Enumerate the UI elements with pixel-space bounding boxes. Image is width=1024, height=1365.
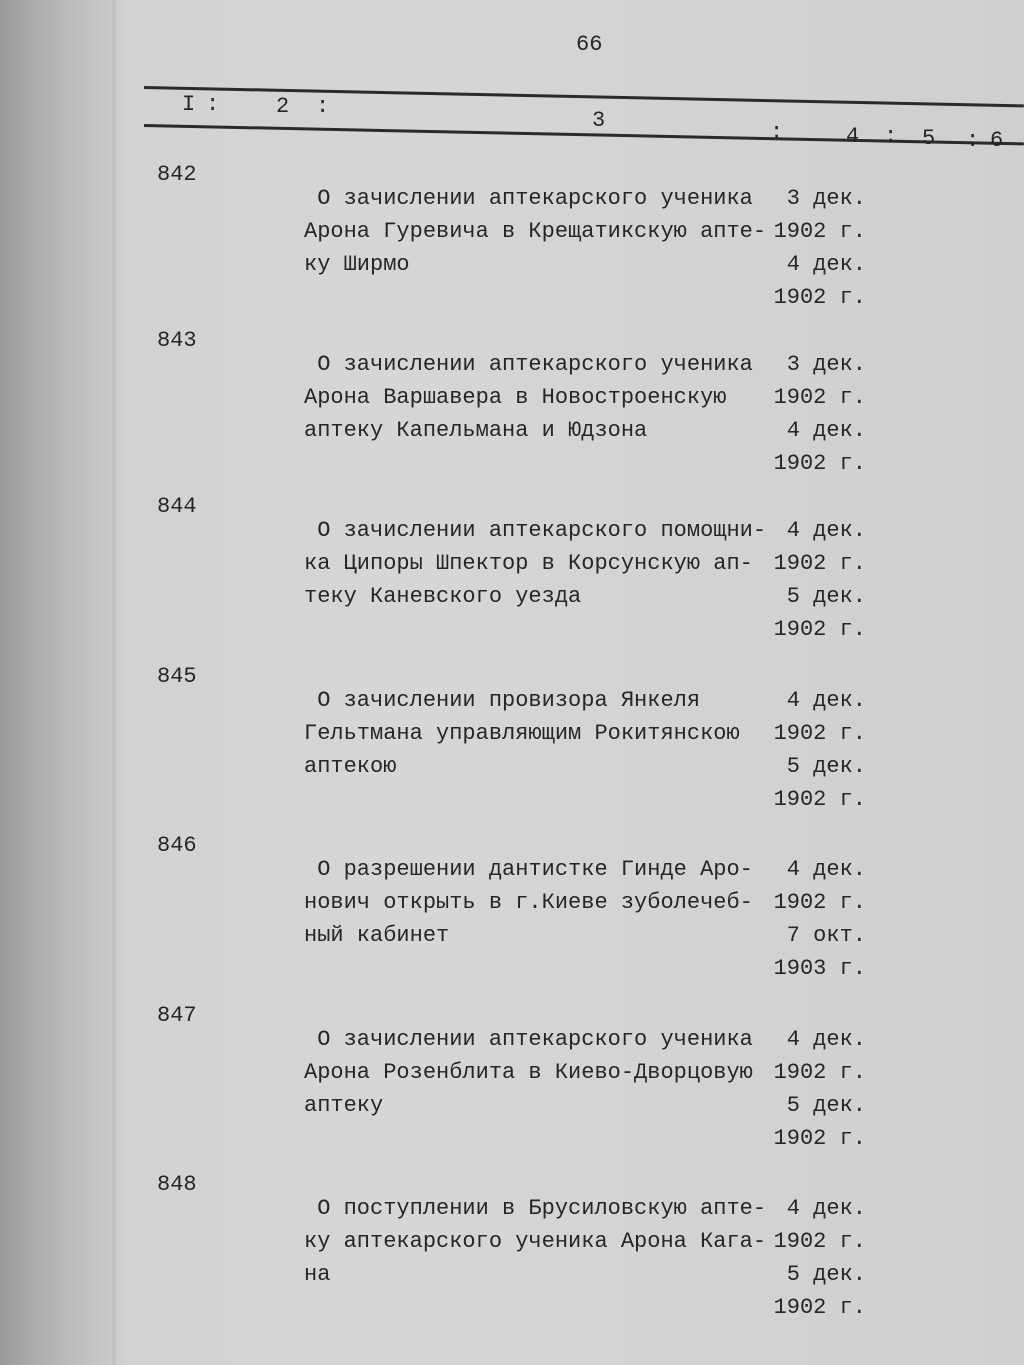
date-line: 4 дек.	[786, 1196, 866, 1221]
entry-number: 843	[157, 328, 197, 353]
date-line: 1903 г.	[773, 956, 866, 981]
description-line: ку Ширмо	[304, 252, 410, 277]
date-line: 5 дек.	[786, 584, 866, 609]
col-sep: :	[884, 124, 898, 149]
entry-number: 846	[157, 833, 197, 858]
description-line: Арона Варшавера в Новостроенскую	[304, 385, 727, 410]
col-3: 3	[592, 108, 606, 133]
entry-description	[304, 348, 753, 447]
entry-dates	[772, 182, 866, 314]
col-1: I	[182, 92, 196, 117]
entry-number: 844	[157, 494, 197, 519]
entry-dates	[772, 348, 866, 480]
date-line: 1902 г.	[773, 219, 866, 244]
date-line: 4 дек.	[786, 1027, 866, 1052]
date-line: 1902 г.	[773, 551, 866, 576]
entry-dates	[772, 1192, 866, 1324]
date-line: 5 дек.	[786, 1093, 866, 1118]
description-line: О зачислении провизора Янкеля	[304, 688, 701, 713]
description-line: Арона Гуревича в Крещатикскую апте-	[304, 219, 767, 244]
col-sep: :	[206, 92, 220, 117]
date-line: 5 дек.	[786, 1262, 866, 1287]
date-line: 4 дек.	[786, 418, 866, 443]
entry	[0, 664, 1024, 824]
description-line: аптеку Капельмана и Юдзона	[304, 418, 648, 443]
date-line: 1902 г.	[773, 1126, 866, 1151]
date-line: 1902 г.	[773, 285, 866, 310]
date-line: 1902 г.	[773, 721, 866, 746]
entry	[0, 162, 1024, 322]
entry-number: 842	[157, 162, 197, 187]
entry-dates	[772, 1023, 866, 1155]
col-4: 4	[846, 124, 860, 149]
date-line: 3 дек.	[786, 186, 866, 211]
description-line: аптеку	[304, 1093, 384, 1118]
entry-number: 848	[157, 1172, 197, 1197]
entry	[0, 833, 1024, 993]
col-2: 2	[276, 94, 290, 119]
date-line: 1902 г.	[773, 890, 866, 915]
date-line: 4 дек.	[786, 857, 866, 882]
entry	[0, 328, 1024, 488]
entry-dates	[772, 684, 866, 816]
col-6: 6	[990, 128, 1004, 153]
entry-description	[304, 684, 740, 783]
description-line: О зачислении аптекарского ученика	[304, 1027, 753, 1052]
date-line: 5 дек.	[786, 754, 866, 779]
description-line: Арона Розенблита в Киево-Дворцовую	[304, 1060, 753, 1085]
date-line: 4 дек.	[786, 688, 866, 713]
description-line: теку Каневского уезда	[304, 584, 582, 609]
page-number: 66	[576, 32, 603, 57]
description-line: ка Ципоры Шпектор в Корсунскую ап-	[304, 551, 753, 576]
entry	[0, 1172, 1024, 1332]
description-line: ку аптекарского ученика Арона Кага-	[304, 1229, 767, 1254]
col-sep: :	[966, 128, 980, 153]
date-line: 1902 г.	[773, 385, 866, 410]
entry-dates	[772, 514, 866, 646]
date-line: 4 дек.	[786, 518, 866, 543]
date-line: 4 дек.	[786, 252, 866, 277]
description-line: О зачислении аптекарского ученика	[304, 352, 753, 377]
description-line: О разрешении дантистке Гинде Аро-	[304, 857, 753, 882]
date-line: 7 окт.	[786, 923, 866, 948]
description-line: Гельтмана управляющим Рокитянскою	[304, 721, 740, 746]
col-5: 5	[922, 126, 936, 151]
description-line: аптекою	[304, 754, 397, 779]
description-line: О зачислении аптекарского ученика	[304, 186, 753, 211]
entry-number: 847	[157, 1003, 197, 1028]
date-line: 1902 г.	[773, 1295, 866, 1320]
col-sep: :	[770, 120, 784, 145]
entry	[0, 494, 1024, 654]
description-line: нович открыть в г.Киеве зуболечеб-	[304, 890, 753, 915]
col-sep: :	[316, 94, 330, 119]
entry-description	[304, 1023, 753, 1122]
date-line: 1902 г.	[773, 451, 866, 476]
date-line: 3 дек.	[786, 352, 866, 377]
entry-description	[304, 853, 753, 952]
entry	[0, 1003, 1024, 1163]
entry-description	[304, 182, 766, 281]
description-line: ный кабинет	[304, 923, 450, 948]
entry-number: 845	[157, 664, 197, 689]
entry-description	[304, 1192, 766, 1291]
date-line: 1902 г.	[773, 1229, 866, 1254]
description-line: на	[304, 1262, 331, 1287]
date-line: 1902 г.	[773, 787, 866, 812]
entry-dates	[772, 853, 866, 985]
date-line: 1902 г.	[773, 1060, 866, 1085]
date-line: 1902 г.	[773, 617, 866, 642]
description-line: О зачислении аптекарского помощни-	[304, 518, 767, 543]
entry-description	[304, 514, 766, 613]
description-line: О поступлении в Брусиловскую апте-	[304, 1196, 767, 1221]
